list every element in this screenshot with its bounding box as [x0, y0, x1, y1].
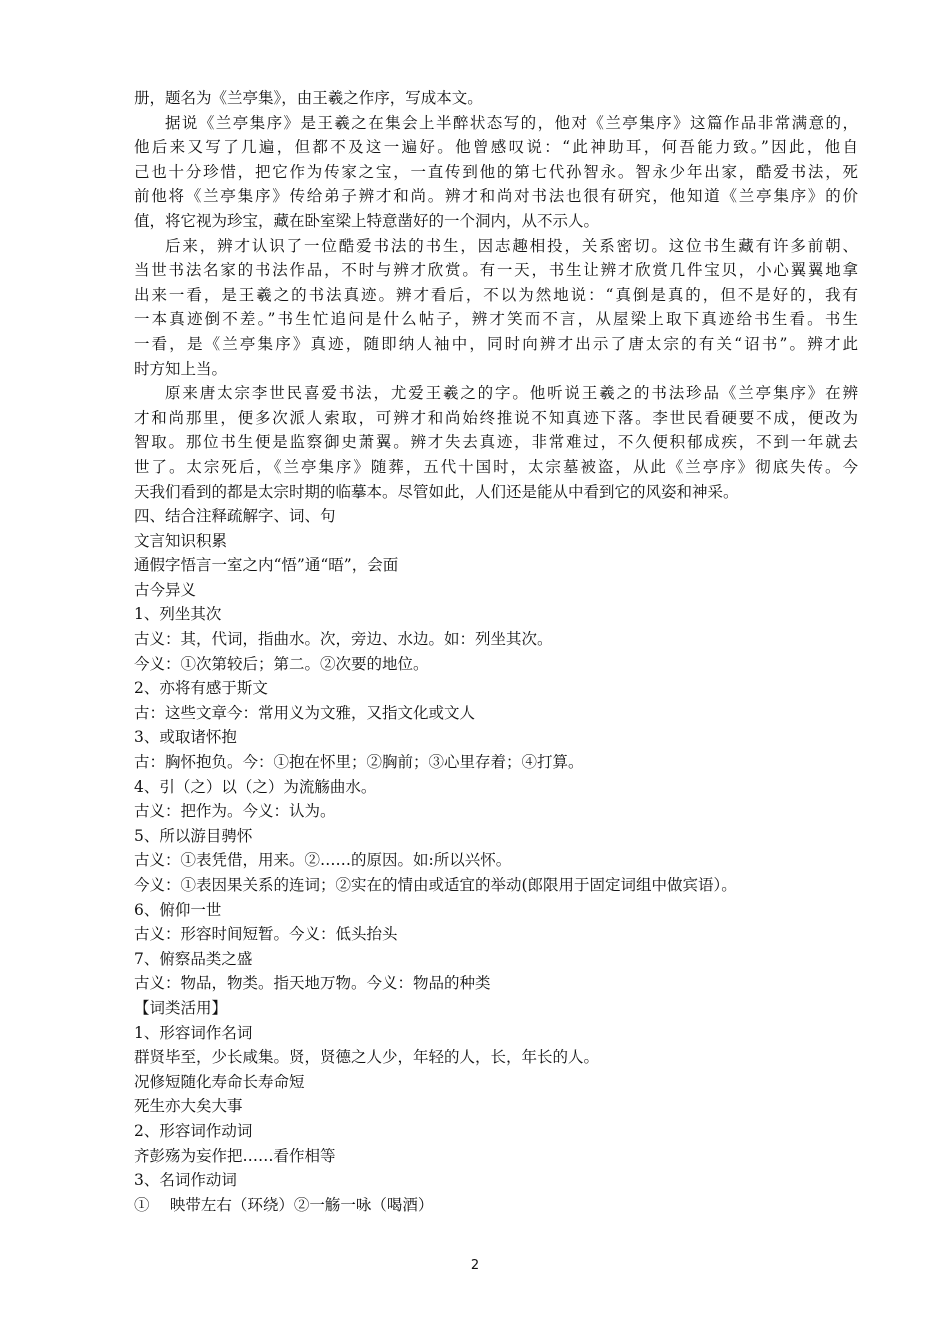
note-line: 通假字悟言一室之内“悟”通“晤”，会面: [134, 556, 399, 575]
note-line: 况修短随化寿命长寿命短: [134, 1072, 305, 1091]
paragraph-line: 一本真迹倒不差。”书生忙追问是什么帖子，辨才笑而不言，从屋梁上取下真迹给书生看。书生: [134, 310, 858, 329]
paragraph-line: 己也十分珍惜，把它作为传家之宝，一直传到他的第七代孙智永。智永少年出家，酷爱书法，死: [134, 162, 858, 181]
note-line: 5、所以游目骋怀: [134, 826, 253, 845]
note-line: 7、俯察品类之盛: [134, 949, 253, 968]
paragraph-line: 据说《兰亭集序》是王羲之在集会上半醉状态写的，他对《兰亭集序》这篇作品非常满意的，: [165, 113, 858, 132]
paragraph-line: 当世书法名家的书法作品，不时与辨才欣赏。有一天，书生让辨才欣赏几件宝贝，小心翼翼地拿: [134, 261, 858, 280]
paragraph-line: 他后来又写了几遍，但都不及这一遍好。他曾感叹说：“此神助耳，何吾能力致。”因此，他自: [134, 138, 858, 157]
paragraph-line: 册，题名为《兰亭集》，由王羲之作序，写成本文。: [134, 89, 483, 107]
note-line: 古义：形容时间短暂。今义：低头抬头: [134, 925, 398, 944]
paragraph-line: 才和尚那里，便多次派人索取，可辨才和尚始终推说不知真迹下落。李世民看硬要不成，便改为: [134, 408, 858, 427]
note-line: 群贤毕至，少长咸集。贤，贤德之人少，年轻的人，长，年长的人。: [134, 1048, 600, 1067]
note-line: 文言知识积累: [134, 531, 228, 550]
note-line: 古：胸怀抱负。今：①抱在怀里；②胸前；③心里存着；④打算。: [134, 753, 584, 772]
note-line: 四、结合注释疏解字、词、句: [134, 507, 336, 526]
note-line: 齐彭殇为妄作把……看作相等: [134, 1146, 336, 1165]
paragraph-line: 前他将《兰亭集序》传给弟子辨才和尚。辨才和尚对书法也很有研究，他知道《兰亭集序》的价: [134, 187, 858, 206]
paragraph-line: 原来唐太宗李世民喜爱书法，尤爱王羲之的字。他听说王羲之的书法珍品《兰亭集序》在辨: [165, 384, 858, 403]
note-line: 3、或取诸怀抱: [134, 728, 237, 747]
paragraph-line: 后来，辨才认识了一位酷爱书法的书生，因志趣相投，关系密切。这位书生藏有许多前朝、: [165, 236, 858, 255]
paragraph-line: 天我们看到的都是太宗时期的临摹本。尽管如此，人们还是能从中看到它的风姿和神采。: [134, 482, 739, 501]
note-line: 古义：物品，物类。指天地万物。今义：物品的种类: [134, 974, 491, 993]
body-text: [134, 86, 858, 1217]
note-line: 1、形容词作名词: [134, 1023, 253, 1042]
note-line: 古义：①表凭借，用来。②……的原因。如:所以兴怀。: [134, 851, 512, 870]
note-line: 古义：把作为。今义：认为。: [134, 802, 336, 821]
note-line: 2、形容词作动词: [134, 1121, 253, 1140]
note-line: 古今异义: [134, 580, 197, 599]
note-line: 1、列坐其次: [134, 605, 222, 624]
note-line: 【词类活用】: [134, 998, 228, 1017]
note-line: 2、亦将有感于斯文: [134, 679, 268, 698]
paragraph-line: 出来一看，是王羲之的书法真迹。辨才看后，不以为然地说：“真倒是真的，但不是好的，我有: [134, 285, 858, 304]
note-line: 古：这些文章今：常用义为文雅，又指文化或文人: [134, 703, 476, 722]
paragraph-line: 时方知上当。: [134, 359, 228, 378]
paragraph-line: 智取。那位书生便是监察御史萧翼。辨才失去真迹，非常难过，不久便积郁成疾，不到一年就去: [134, 433, 858, 452]
note-line: 6、俯仰一世: [134, 900, 222, 919]
note-line: ① 映带左右（环绕）②一觞一咏（喝酒）: [134, 1195, 434, 1214]
note-line: 古义：其，代词，指曲水。次，旁边、水边。如：列坐其次。: [134, 630, 553, 649]
note-line: 死生亦大矣大事: [134, 1097, 243, 1116]
note-line: 4、引（之）以（之）为流觞曲水。: [134, 777, 377, 796]
note-line: 3、名词作动词: [134, 1171, 237, 1190]
paragraph-line: 一看，是《兰亭集序》真迹，随即纳人袖中，同时向辨才出示了唐太宗的有关“诏书”。辨才此: [134, 334, 858, 353]
note-line: 今义：①表因果关系的连词；②实在的情由或适宜的举动(郎限用于固定词组中做宾语）。: [134, 876, 737, 894]
page-number: 2: [470, 1258, 480, 1273]
paragraph-line: 世了。太宗死后，《兰亭集序》随葬，五代十国时，太宗墓被盗，从此《兰亭序》彻底失传。今: [134, 457, 858, 476]
paragraph-line: 值，将它视为珍宝，藏在卧室梁上特意凿好的一个洞内，从不示人。: [134, 211, 600, 230]
note-line: 今义：①次第较后；第二。②次要的地位。: [134, 654, 429, 673]
